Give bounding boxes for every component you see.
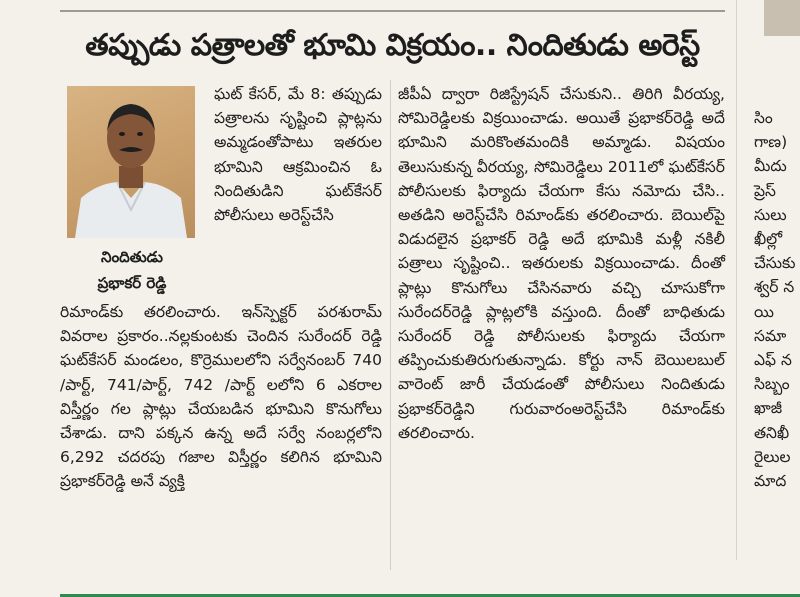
adjacent-text-line: చేసుకు	[754, 254, 796, 273]
adjacent-text-line: సులు	[754, 205, 787, 224]
adjacent-text-line: ఖీల్లో	[754, 230, 783, 249]
adjacent-text-line: సిబ్బం	[754, 375, 790, 394]
article-column-1-top	[214, 82, 382, 227]
column-divider	[390, 80, 391, 570]
adjacent-article-fragment	[738, 0, 800, 597]
adjacent-photo-fragment	[764, 0, 800, 36]
adjacent-text-line: సిం	[754, 109, 773, 127]
article-paragraph: రిమాండ్‌కు తరలించారు. ఇన్‌స్పెక్టర్‌ పరశురామ్‌ వివరాల ప్రకారం..నల్లకుంటకు చెందిన సురేందర్‌ రెడ్డి ఘట్‌కేసర్‌ మండలం, కొర్రెములలోని సర్వేనంబర్‌ 740 /పార్ట్‌, 741/పార్ట్‌, 742 /పార్ట్‌ లలోని 6 ఎకరాల విస్తీర్ణం గల ప్లాట్లు చేయబడిన భూమిని కొనుగోలు చేశాడు. దాని పక్కన ఉన్న అదే సర్వే నంబర్లలోని 6,292 చదరపు గజాల విస్తీర్ణం కలిగిన భూమిని ప్రభాకర్‌రెడ్డి అనే వ్యక్తి	[60, 303, 382, 491]
article-column-1-bottom	[60, 300, 382, 494]
adjacent-text-line: మీదు	[754, 157, 787, 176]
adjacent-text-line: రైలుల	[754, 447, 791, 466]
adjacent-text-line: సమా	[754, 326, 787, 345]
article-column-2	[398, 82, 725, 445]
adjacent-text-line: ప్రెస్	[754, 181, 776, 200]
adjacent-text-line: ఎఫ్‌ న	[754, 351, 792, 370]
accused-photo	[67, 86, 195, 238]
adjacent-article-text	[754, 106, 800, 493]
article-paragraph: జీపీఏ ద్వారా రిజిస్ట్రేషన్‌ చేసుకుని.. తిరిగి వీరయ్య, సోమిరెడ్డిలకు విక్రయించాడు. అయితే ప్రభాకర్‌రెడ్డి అదే భూమిని మరికొంతమందికి అమ్మాడు. విషయం తెలుసుకున్న వీరయ్య, సోమిరెడ్డిలు 2011లో ఘట్‌కేసర్‌ పోలీసులకు ఫిర్యాదు చేయగా కేసు నమోదు చేసి.. అతడిని అరెస్ట్‌చేసి రిమాండ్‌కు తరలించారు. బెయిల్‌పై విడుదలైన ప్రభాకర్‌ రెడ్డి అదే భూమికి మళ్లీ నకిలీ పత్రాలు సృష్టించి.. ఇతరులకు విక్రయించాడు. దీంతో ప్లాట్లు కొనుగోలు చేసినవారు వచ్చి చూసుకోగా సురేందర్‌రెడ్డి ప్లాట్లలోకి వస్తుంది. దీంతో బాధితుడు సురేందర్‌ రెడ్డి పోలీసులకు ఫిర్యాదు చేయగా తప్పించుకుతిరుగుతున్నాడు. కోర్టు నాన్‌ బెయిలబుల్‌ వారెంట్‌ జారీ చేయడంతో పోలీసులు నిందితుడు ప్రభాకర్‌రెడ్డిని గురువారంఅరెస్ట్‌చేసి రిమాండ్‌కు తరలించారు.	[398, 85, 725, 442]
adjacent-text-line: శ్వర్‌ న	[754, 278, 795, 297]
photo-caption	[62, 244, 202, 296]
adjacent-text-line: గాణ)	[754, 133, 788, 152]
caption-name: ప్రభాకర్‌ రెడ్డి	[97, 274, 167, 292]
accused-portrait-illustration	[67, 86, 195, 238]
caption-label: నిందితుడు	[101, 248, 163, 266]
adjacent-column-divider	[736, 0, 737, 560]
adjacent-text-line: తనిఖీ	[754, 423, 790, 442]
adjacent-text-line: మాద	[754, 472, 787, 491]
adjacent-text-line: యి	[754, 302, 774, 321]
top-rule	[60, 10, 725, 12]
article-headline: తప్పుడు పత్రాలతో భూమి విక్రయం.. నిందితుడు అరెస్ట్	[85, 28, 700, 63]
article-paragraph: ఘట్‌ కేసర్‌, మే 8: తప్పుడు పత్రాలను సృష్టించి ప్లాట్లను అమ్మడంతోపాటు ఇతరుల భూమిని ఆక్రమించిన ఓ నిందితుడిని ఘట్‌కేసర్‌ పోలీసులు అరెస్ట్‌చేసి	[214, 85, 382, 225]
adjacent-text-line: ఖాజీ	[754, 399, 783, 418]
